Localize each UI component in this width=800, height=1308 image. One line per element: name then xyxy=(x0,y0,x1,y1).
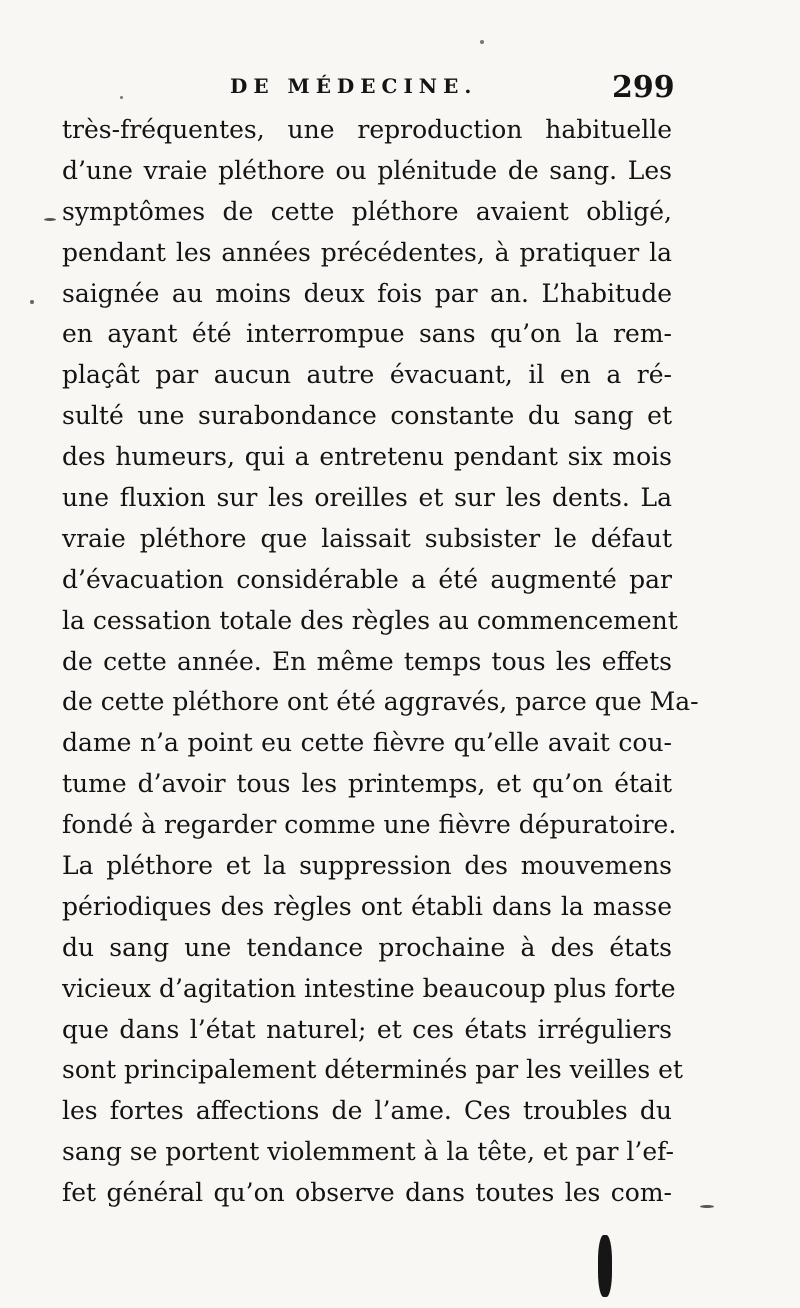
ink-speck xyxy=(44,218,56,221)
text-line: du sang une tendance prochaine à des états xyxy=(62,932,672,962)
text-line: une fluxion sur les oreilles et sur les dents. La xyxy=(62,483,672,513)
text-line: vraie pléthore que laissait subsister le défaut xyxy=(62,523,672,553)
ink-speck xyxy=(480,40,484,44)
text-line: très-fréquentes, une reproduction habituelle xyxy=(62,115,672,144)
text-line: symptômes de cette pléthore avaient obligé, xyxy=(62,196,672,226)
text-line: dame n’a point eu cette fièvre qu’elle avait cou- xyxy=(62,728,672,758)
text-line: périodiques des règles ont établi dans la masse xyxy=(62,891,672,921)
text-line: La pléthore et la suppression des mouvemens xyxy=(62,851,672,881)
text-line: saignée au moins deux fois par an. L’habitude xyxy=(62,278,672,308)
ink-speck xyxy=(120,96,123,99)
text-line: tume d’avoir tous les printemps, et qu’on était xyxy=(62,769,672,799)
text-line: que dans l’état naturel; et ces états irréguliers xyxy=(62,1014,672,1044)
ink-speck xyxy=(598,1235,612,1297)
text-line: sulté une surabondance constante du sang et xyxy=(62,401,672,431)
text-line: fondé à regarder comme une fièvre dépuratoire. xyxy=(62,810,677,840)
text-line: vicieux d’agitation intestine beaucoup plus forte xyxy=(62,973,676,1003)
page-header xyxy=(0,70,800,110)
text-line: pendant les années précédentes, à pratiquer la xyxy=(62,237,672,267)
body-text xyxy=(62,110,699,1214)
text-line: la cessation totale des règles au commencement xyxy=(62,605,678,635)
text-line: des humeurs, qui a entretenu pendant six mois xyxy=(62,442,672,472)
running-title: DE MÉDECINE. xyxy=(230,74,478,98)
text-line: fet général qu’on observe dans toutes les com- xyxy=(62,1178,672,1208)
text-line: d’une vraie pléthore ou plénitude de sang. Les xyxy=(62,155,672,185)
text-line: de cette pléthore ont été aggravés, parce que Ma- xyxy=(62,687,699,717)
text-line: sang se portent violemment à la tête, et par l’ef- xyxy=(62,1137,674,1167)
text-line: plaçât par aucun autre évacuant, il en a ré- xyxy=(62,360,672,390)
text-line: de cette année. En même temps tous les effets xyxy=(62,646,672,676)
text-line: les fortes affections de l’ame. Ces troubles du xyxy=(62,1096,672,1126)
text-line: sont principalement déterminés par les veilles et xyxy=(62,1055,683,1085)
ink-speck xyxy=(700,1205,714,1208)
page-number: 299 xyxy=(612,70,675,105)
text-line: d’évacuation considérable a été augmenté par xyxy=(62,564,672,594)
text-line: en ayant été interrompue sans qu’on la rem- xyxy=(62,319,672,349)
ink-speck xyxy=(30,300,34,304)
